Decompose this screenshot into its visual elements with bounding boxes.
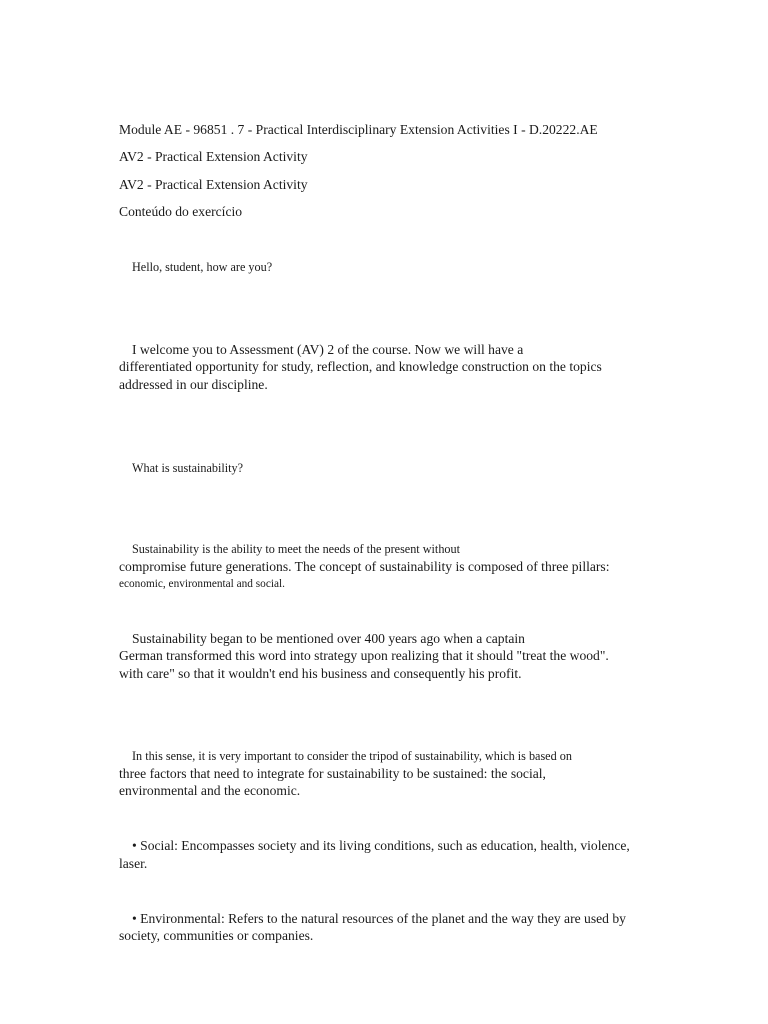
greeting-text: Hello, student, how are you? (132, 260, 273, 274)
history-line: Sustainability began to be mentioned over 400 years ago when a captain (132, 631, 525, 646)
module-title: Module AE - 96851 . 7 - Practical Interdisciplinary Extension Activities I - D.20222.AE (119, 122, 598, 137)
history-line: German transformed this word into strategy upon realizing that it should "treat the wood". (119, 648, 609, 663)
tripod-line: environmental and the economic. (119, 783, 301, 798)
activity-title: AV2 - Practical Extension Activity (119, 149, 308, 164)
environmental-bullet-continuation: society, communities or companies. (119, 928, 314, 943)
content-label: Conteúdo do exercício (119, 204, 243, 219)
definition-line: Sustainability is the ability to meet the needs of the present without (132, 542, 460, 556)
definition-line: economic, environmental and social. (119, 578, 285, 590)
tripod-line: In this sense, it is very important to consider the tripod of sustainability, which is based on (132, 749, 572, 763)
welcome-line: addressed in our discipline. (119, 377, 268, 392)
social-bullet-continuation: laser. (119, 856, 148, 871)
welcome-line: I welcome you to Assessment (AV) 2 of the course. Now we will have a (132, 342, 524, 357)
social-bullet: • Social: Encompasses society and its living conditions, such as education, health, violence, (132, 838, 630, 853)
history-line: with care" so that it wouldn't end his business and consequently his profit. (119, 666, 522, 681)
environmental-bullet: • Environmental: Refers to the natural resources of the planet and the way they are used by (132, 911, 626, 926)
tripod-line: three factors that need to integrate for sustainability to be sustained: the social, (119, 766, 546, 781)
question-heading: What is sustainability? (132, 461, 244, 475)
activity-subtitle: AV2 - Practical Extension Activity (119, 177, 308, 192)
welcome-line: differentiated opportunity for study, reflection, and knowledge construction on the topics (119, 359, 602, 374)
definition-line: compromise future generations. The concept of sustainability is composed of three pillars: (119, 559, 610, 574)
